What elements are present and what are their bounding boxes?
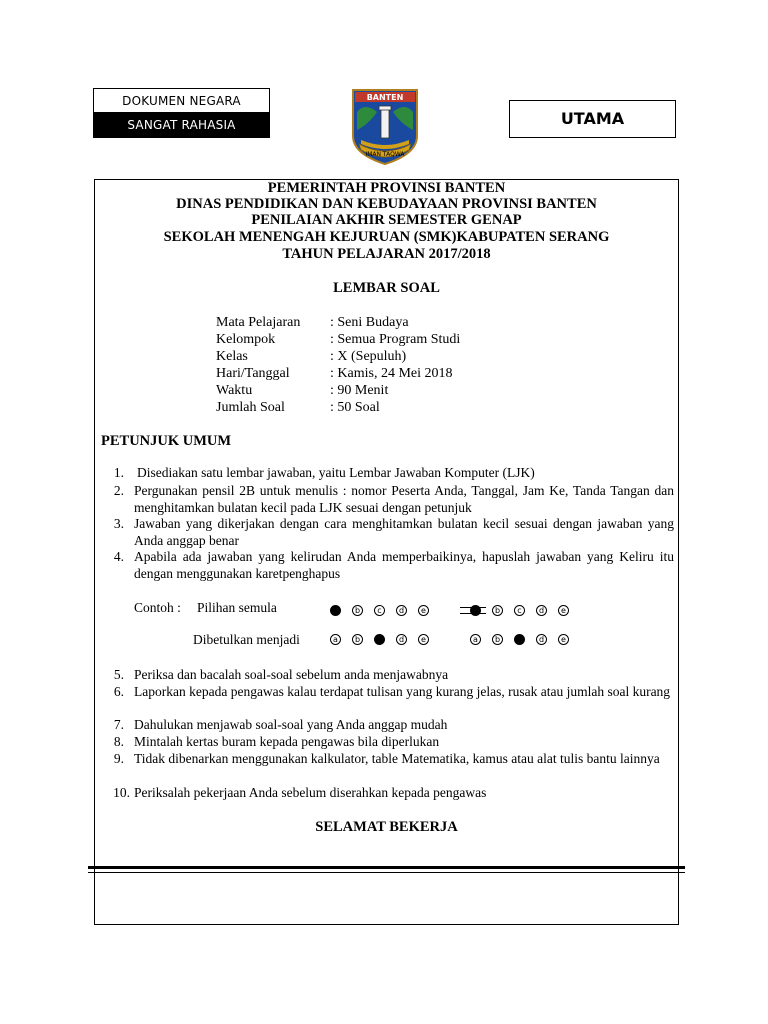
instruction-text: Periksalah pekerjaan Anda sebelum diserahkan kepada pengawas bbox=[134, 785, 487, 800]
header-line-5: TAHUN PELAJARAN 2017/2018 bbox=[282, 246, 491, 262]
closing-text: SELAMAT BEKERJA bbox=[315, 819, 458, 835]
instruction-number: 8. bbox=[113, 734, 124, 749]
instruction-number: 2. bbox=[113, 483, 124, 498]
instruction-text: Periksa dan bacalah soal-soal sebelum anda menjawabnya bbox=[134, 667, 449, 682]
instruction-text: Tidak dibenarkan menggunakan kalkulator, table Matematika, kamus atau alat tulis bantu lainnya bbox=[134, 751, 660, 766]
header-line-3: PENILAIAN AKHIR SEMESTER GENAP bbox=[251, 212, 522, 228]
answer-bubble-filled bbox=[470, 605, 481, 616]
info-label: Kelompok bbox=[216, 332, 276, 347]
instruction-number: 10. bbox=[113, 785, 130, 800]
classification-label: DOKUMEN NEGARA bbox=[93, 88, 270, 113]
answer-bubble-filled bbox=[330, 605, 341, 616]
instruction-text: Apabila ada jawaban yang kelirudan Anda memperbaikinya, hapuslah jawaban yang Keliru itu dengan menggunakan karetpenghapus bbox=[134, 549, 674, 581]
header-line-1: PEMERINTAH PROVINSI BANTEN bbox=[267, 180, 506, 196]
answer-bubble: a bbox=[470, 634, 481, 645]
info-value: : Kamis, 24 Mei 2018 bbox=[330, 366, 453, 381]
banten-logo bbox=[335, 84, 435, 174]
info-value: : 90 Menit bbox=[330, 383, 389, 398]
answer-bubble: e bbox=[418, 634, 429, 645]
info-value: : Semua Program Studi bbox=[330, 332, 461, 347]
instruction-text: Pergunakan pensil 2B untuk menulis : nomor Peserta Anda, Tanggal, Jam Ke, Tanda Tangan dan menghitamkan bulatan kecil pada LJK sesuai dengan petunjuk bbox=[134, 483, 674, 515]
info-value: : X (Sepuluh) bbox=[330, 349, 407, 364]
info-value: : Seni Budaya bbox=[330, 315, 409, 330]
answer-bubble: d bbox=[396, 634, 407, 645]
instruction-number: 1. bbox=[113, 465, 124, 480]
instruction-text: Jawaban yang dikerjakan dengan cara menghitamkan bulatan kecil sesuai dengan jawaban yang Anda anggap benar bbox=[134, 516, 674, 548]
answer-bubble: d bbox=[396, 605, 407, 616]
logo-bottom-text: IMAN TAQWA bbox=[365, 151, 405, 158]
answer-bubble-filled bbox=[374, 634, 385, 645]
info-label: Jumlah Soal bbox=[216, 400, 285, 415]
logo-top-text: BANTEN bbox=[366, 93, 404, 102]
header-line-4: SEKOLAH MENENGAH KEJURUAN (SMK)KABUPATEN SERANG bbox=[163, 229, 610, 245]
instruction-number: 4. bbox=[113, 549, 124, 564]
example-corrected-label: Dibetulkan menjadi bbox=[193, 632, 300, 647]
info-label: Mata Pelajaran bbox=[216, 315, 301, 330]
instruction-number: 3. bbox=[113, 516, 124, 531]
answer-bubble: c bbox=[374, 605, 385, 616]
info-value: : 50 Soal bbox=[330, 400, 380, 415]
instruction-number: 7. bbox=[113, 717, 124, 732]
info-label: Waktu bbox=[216, 383, 253, 398]
instruction-number: 6. bbox=[113, 684, 124, 699]
answer-bubble: c bbox=[514, 605, 525, 616]
answer-bubble: e bbox=[558, 634, 569, 645]
answer-bubble: b bbox=[352, 634, 363, 645]
instruction-text: Mintalah kertas buram kepada pengawas bila diperlukan bbox=[134, 734, 440, 749]
answer-bubble: b bbox=[492, 634, 503, 645]
divider-thin bbox=[88, 872, 685, 873]
example-original-label: Pilihan semula bbox=[197, 600, 277, 615]
answer-bubble: b bbox=[492, 605, 503, 616]
instruction-text: Dahulukan menjawab soal-soal yang Anda anggap mudah bbox=[134, 717, 448, 732]
example-label: Contoh : bbox=[134, 600, 181, 615]
instruction-text: Laporkan kepada pengawas kalau terdapat tulisan yang kurang jelas, rusak atau jumlah soal kurang bbox=[134, 684, 671, 699]
instruction-text: Disediakan satu lembar jawaban, yaitu Lembar Jawaban Komputer (LJK) bbox=[137, 465, 535, 480]
answer-bubble-filled bbox=[514, 634, 525, 645]
divider-thick bbox=[88, 866, 685, 869]
instruction-number: 9. bbox=[113, 751, 124, 766]
instruction-number: 5. bbox=[113, 667, 124, 682]
answer-bubble: e bbox=[558, 605, 569, 616]
instructions-heading: PETUNJUK UMUM bbox=[101, 433, 232, 449]
document-type-badge: UTAMA bbox=[509, 100, 676, 138]
answer-bubble: e bbox=[418, 605, 429, 616]
answer-bubble: a bbox=[330, 634, 341, 645]
info-label: Kelas bbox=[216, 349, 248, 364]
header-line-2: DINAS PENDIDIKAN DAN KEBUDAYAAN PROVINSI BANTEN bbox=[176, 196, 597, 212]
info-label: Hari/Tanggal bbox=[216, 366, 290, 381]
secrecy-label: SANGAT RAHASIA bbox=[93, 112, 270, 138]
sheet-title: LEMBAR SOAL bbox=[333, 280, 440, 296]
answer-bubble: d bbox=[536, 634, 547, 645]
answer-bubble: b bbox=[352, 605, 363, 616]
answer-bubble: d bbox=[536, 605, 547, 616]
